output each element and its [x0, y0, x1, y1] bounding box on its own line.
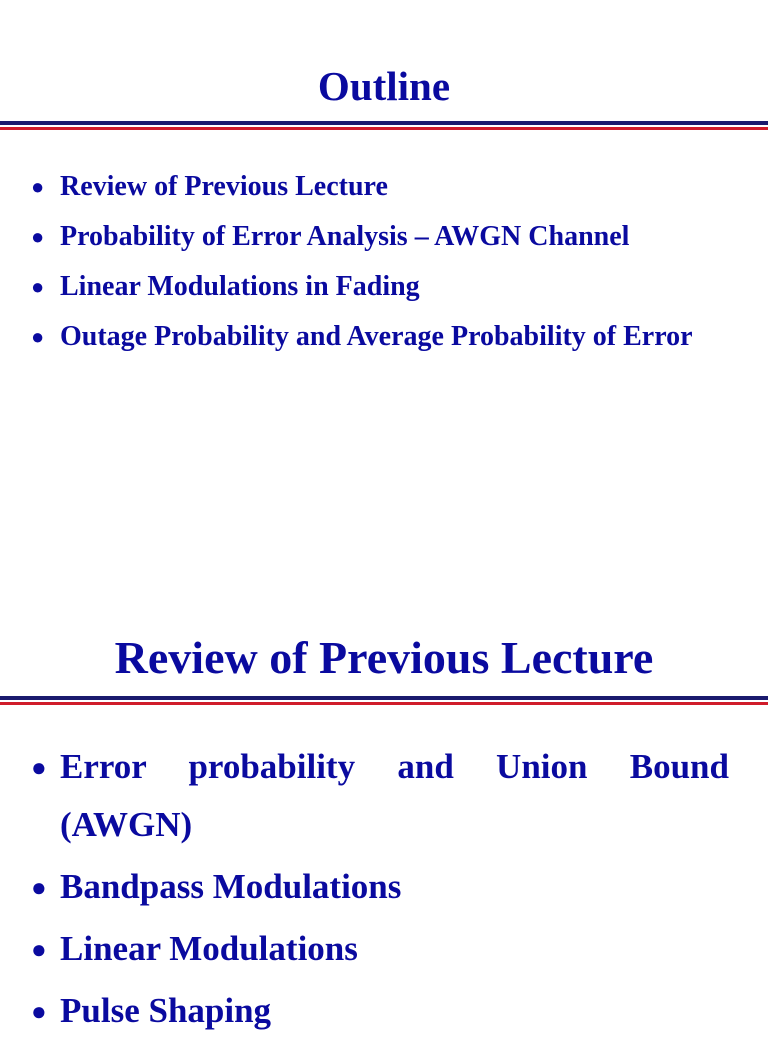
- bullet-text: Linear Modulations in Fading: [60, 271, 420, 302]
- bullet-text: Error probability and Union Bound (AWGN): [60, 747, 729, 844]
- bullet-icon: ●: [31, 224, 45, 249]
- bullet-icon: ●: [31, 753, 47, 782]
- slide-title: Review of Previous Lecture: [114, 632, 654, 683]
- divider-red-line: [0, 702, 768, 705]
- bullet-icon: ●: [31, 873, 47, 902]
- bullet-item: [31, 214, 729, 260]
- bullet-text: Linear Modulations: [60, 929, 358, 968]
- slide-review: [0, 600, 768, 1030]
- bullet-item: [31, 920, 729, 978]
- bullet-text: Probability of Error Analysis – AWGN Channel: [60, 221, 630, 252]
- bullet-item: [31, 858, 729, 916]
- bullet-item: [31, 982, 729, 1040]
- divider-red-line: [0, 127, 768, 130]
- divider-navy-line: [0, 121, 768, 125]
- bullet-icon: ●: [31, 997, 47, 1026]
- slide-title: Outline: [317, 63, 451, 109]
- divider-navy-line: [0, 696, 768, 700]
- bullet-text: Outage Probability and Average Probability of Error: [60, 321, 693, 352]
- bullet-icon: ●: [31, 935, 47, 964]
- bullet-list: [31, 164, 729, 364]
- bullet-item: [31, 314, 729, 360]
- bullet-icon: ●: [31, 324, 45, 349]
- bullet-icon: ●: [31, 274, 45, 299]
- bullet-item: [31, 164, 729, 210]
- bullet-list: [31, 738, 729, 1044]
- bullet-text: Review of Previous Lecture: [60, 171, 388, 202]
- bullet-item: [31, 738, 729, 854]
- bullet-item: [31, 264, 729, 310]
- bullet-icon: ●: [31, 174, 45, 199]
- bullet-text: Pulse Shaping: [60, 991, 272, 1030]
- bullet-text: Bandpass Modulations: [60, 867, 402, 906]
- slide-outline: [0, 0, 768, 520]
